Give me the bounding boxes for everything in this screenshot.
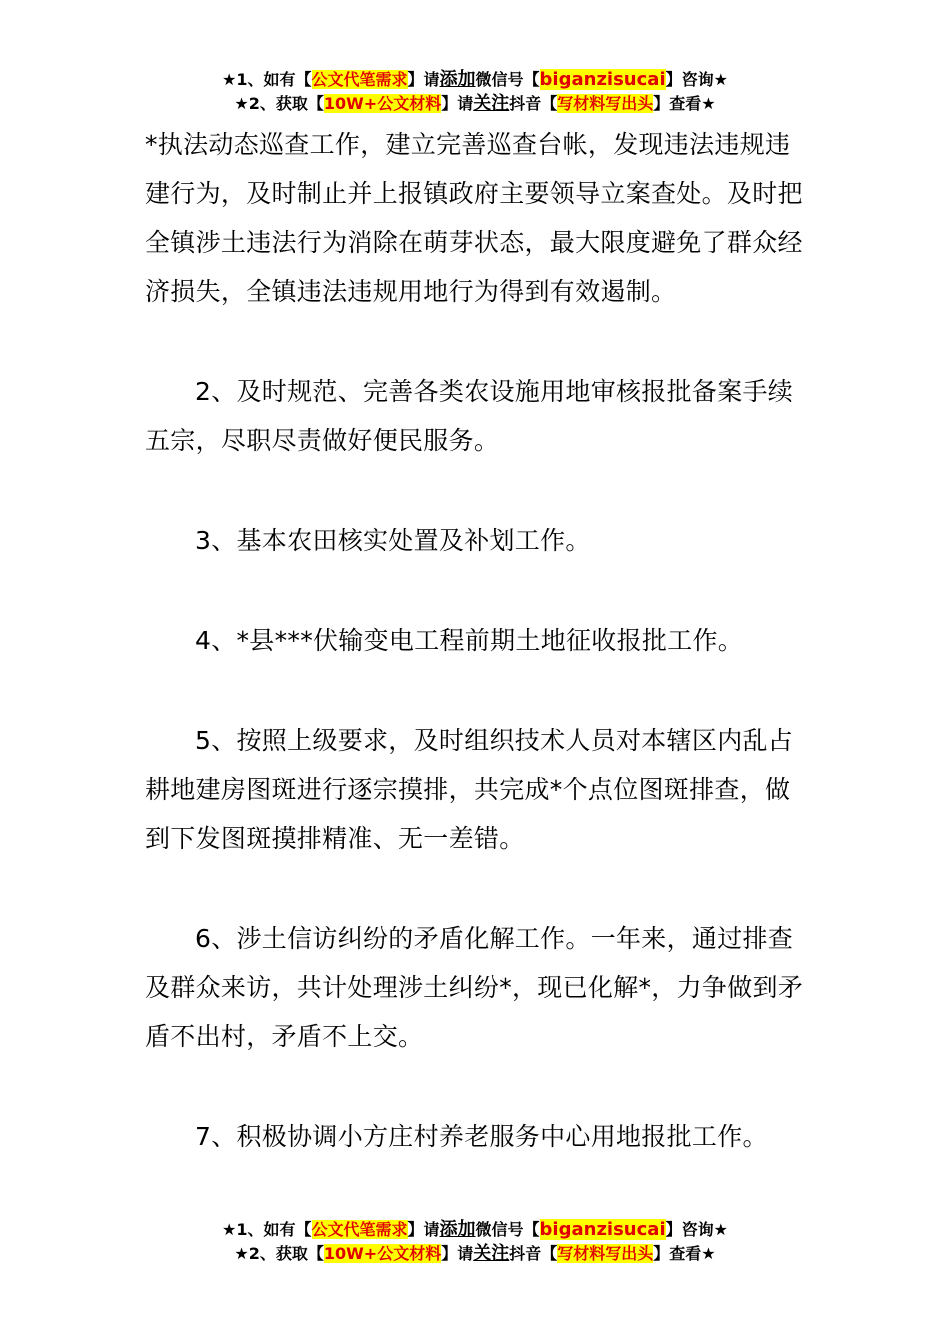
- banner-text: 1、如有【: [236, 70, 312, 89]
- paragraph: 4、*县***伏输变电工程前期土地征收报批工作。: [195, 626, 744, 655]
- banner-underline: 添加: [439, 69, 476, 90]
- banner-highlight: 10W+公文材料: [323, 94, 442, 113]
- banner-wechat-id: biganzisucai: [539, 1219, 666, 1240]
- banner-text: 微信号【: [475, 1220, 540, 1239]
- banner-text: 2、获取【: [248, 94, 324, 113]
- banner-text: 】请: [441, 1244, 474, 1263]
- star-icon: ★: [234, 94, 249, 113]
- banner-line-2: [0, 92, 950, 116]
- banner-text: 】咨询★: [665, 1220, 728, 1239]
- banner-text: 】查看★: [653, 94, 716, 113]
- banner-douyin-id: 写材料写出头: [557, 1244, 654, 1263]
- paragraph: 6、涉土信访纠纷的矛盾化解工作。一年来，通过排查及群众来访，共计处理涉土纠纷*，现已化解*，力争做到矛盾不出村，矛盾不上交。: [145, 924, 804, 1051]
- banner-text: 抖音【: [509, 94, 558, 113]
- banner-text: 微信号【: [475, 70, 540, 89]
- banner-line-1: [0, 68, 950, 92]
- banner-underline: 关注: [473, 93, 510, 114]
- banner-underline: 添加: [439, 1219, 476, 1240]
- banner-wechat-id: biganzisucai: [539, 69, 666, 90]
- paragraph: 2、及时规范、完善各类农设施用地审核报批备案手续五宗，尽职尽责做好便民服务。: [145, 377, 794, 455]
- banner-line-2: [0, 1242, 950, 1266]
- star-icon: ★: [234, 1244, 249, 1263]
- banner-text: 】请: [407, 1220, 440, 1239]
- banner-line-1: [0, 1218, 950, 1242]
- banner-highlight: 公文代笔需求: [311, 70, 408, 89]
- paragraph: 7、积极协调小方庄村养老服务中心用地报批工作。: [195, 1122, 768, 1151]
- banner-douyin-id: 写材料写出头: [557, 94, 654, 113]
- document-body: [145, 120, 815, 1212]
- star-icon: ★: [222, 1220, 237, 1239]
- top-banner: [0, 68, 950, 116]
- banner-text: 抖音【: [509, 1244, 558, 1263]
- paragraph: *执法动态巡查工作，建立完善巡查台帐，发现违法违规违建行为，及时制止并上报镇政府主要领导立案查处。及时把全镇涉土违法行为消除在萌芽状态，最大限度避免了群众经济损失，全镇违法违规用地行为得到有效遏制。: [145, 130, 803, 306]
- banner-underline: 关注: [473, 1243, 510, 1264]
- banner-highlight: 公文代笔需求: [311, 1220, 408, 1239]
- banner-text: 】咨询★: [665, 70, 728, 89]
- banner-highlight: 10W+公文材料: [323, 1244, 442, 1263]
- banner-text: 】查看★: [653, 1244, 716, 1263]
- banner-text: 1、如有【: [236, 1220, 312, 1239]
- bottom-banner: [0, 1218, 950, 1266]
- banner-text: 2、获取【: [248, 1244, 324, 1263]
- paragraph: 3、基本农田核实处置及补划工作。: [195, 526, 591, 555]
- star-icon: ★: [222, 70, 237, 89]
- banner-text: 】请: [441, 94, 474, 113]
- banner-text: 】请: [407, 70, 440, 89]
- paragraph: 5、按照上级要求，及时组织技术人员对本辖区内乱占耕地建房图斑进行逐宗摸排，共完成*个点位图斑排查，做到下发图斑摸排精准、无一差错。: [145, 726, 794, 853]
